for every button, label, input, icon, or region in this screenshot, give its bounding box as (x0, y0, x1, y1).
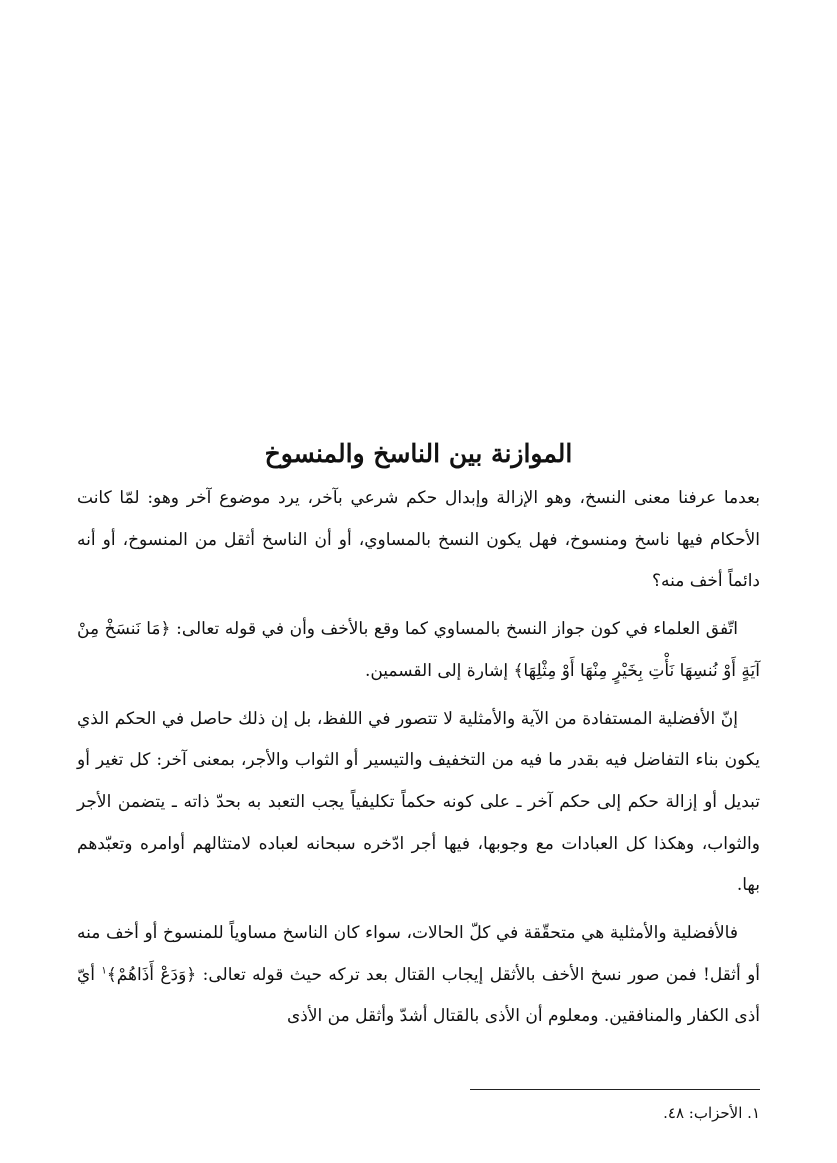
paragraph-text: فالأفضلية والأمثلية هي متحقّقة في كلّ الحالات، سواء كان الناسخ مساوياً للمنسوخ أو أخف منه أو أثقل! فمن صور نسخ الأخف بالأثقل إيجاب القتال بعد تركه حيث قوله تعالى: (77, 923, 761, 985)
body-text (77, 478, 760, 1044)
paragraph-text-continued: أيّ أذى الكفار والمنافقين. ومعلوم أن الأذى بالقتال أشدّ وأثقل من الأذى (77, 964, 760, 1027)
footnote-marker: ١ (101, 965, 107, 977)
paragraph: بعدما عرفنا معنى النسخ، وهو الإزالة وإبدال حكم شرعي بآخر، يرد موضوع آخر وهو: لمّا كانت الأحكام فيها ناسخ ومنسوخ، فهل يكون النسخ بالمساوي، أو أن الناسخ أثقل من المنسوخ، أو أنه دائماً أخف منه؟ (77, 488, 760, 592)
footnote: ١. الأحزاب: ٤٨. (663, 1104, 760, 1122)
paragraph (77, 913, 760, 1038)
page-title: الموازنة بين الناسخ والمنسوخ (264, 439, 573, 468)
paragraph: إنّ الأفضلية المستفادة من الآية والأمثلية لا تتصور في اللفظ، بل إن ذلك حاصل في الحكم الذي يكون بناء التفاضل فيه بقدر ما فيه من التخفيف والتيسير أو الثواب والأجر، بمعنى آخر: كل تغير أو تبديل أو إزالة حكم إلى حكم آخر ـ على كونه حكماً تكليفياً يجب التعبد به بحدّ ذاته ـ يتضمن الأجر والثواب، وهكذا كل العبادات مع وجوبها، فيها أجر ادّخره سبحانه لعباده لامتثالهم أوامره وتعبّدهم بها. (77, 708, 761, 896)
footnote-divider (470, 1089, 760, 1090)
paragraph: اتّفق العلماء في كون جواز النسخ بالمساوي كما وقع بالأخف وأن في قوله تعالى: ﴿مَا نَنسَخْ مِنْ آيَةٍ أَوْ نُنسِهَا نَأْتِ بِخَيْرٍ مِنْهَا أَوْ مِثْلِهَا﴾ إشارة إلى القسمين. (77, 619, 760, 681)
quran-quote: ﴿وَدَعْ أَذَاهُمْ﴾ (106, 964, 197, 985)
